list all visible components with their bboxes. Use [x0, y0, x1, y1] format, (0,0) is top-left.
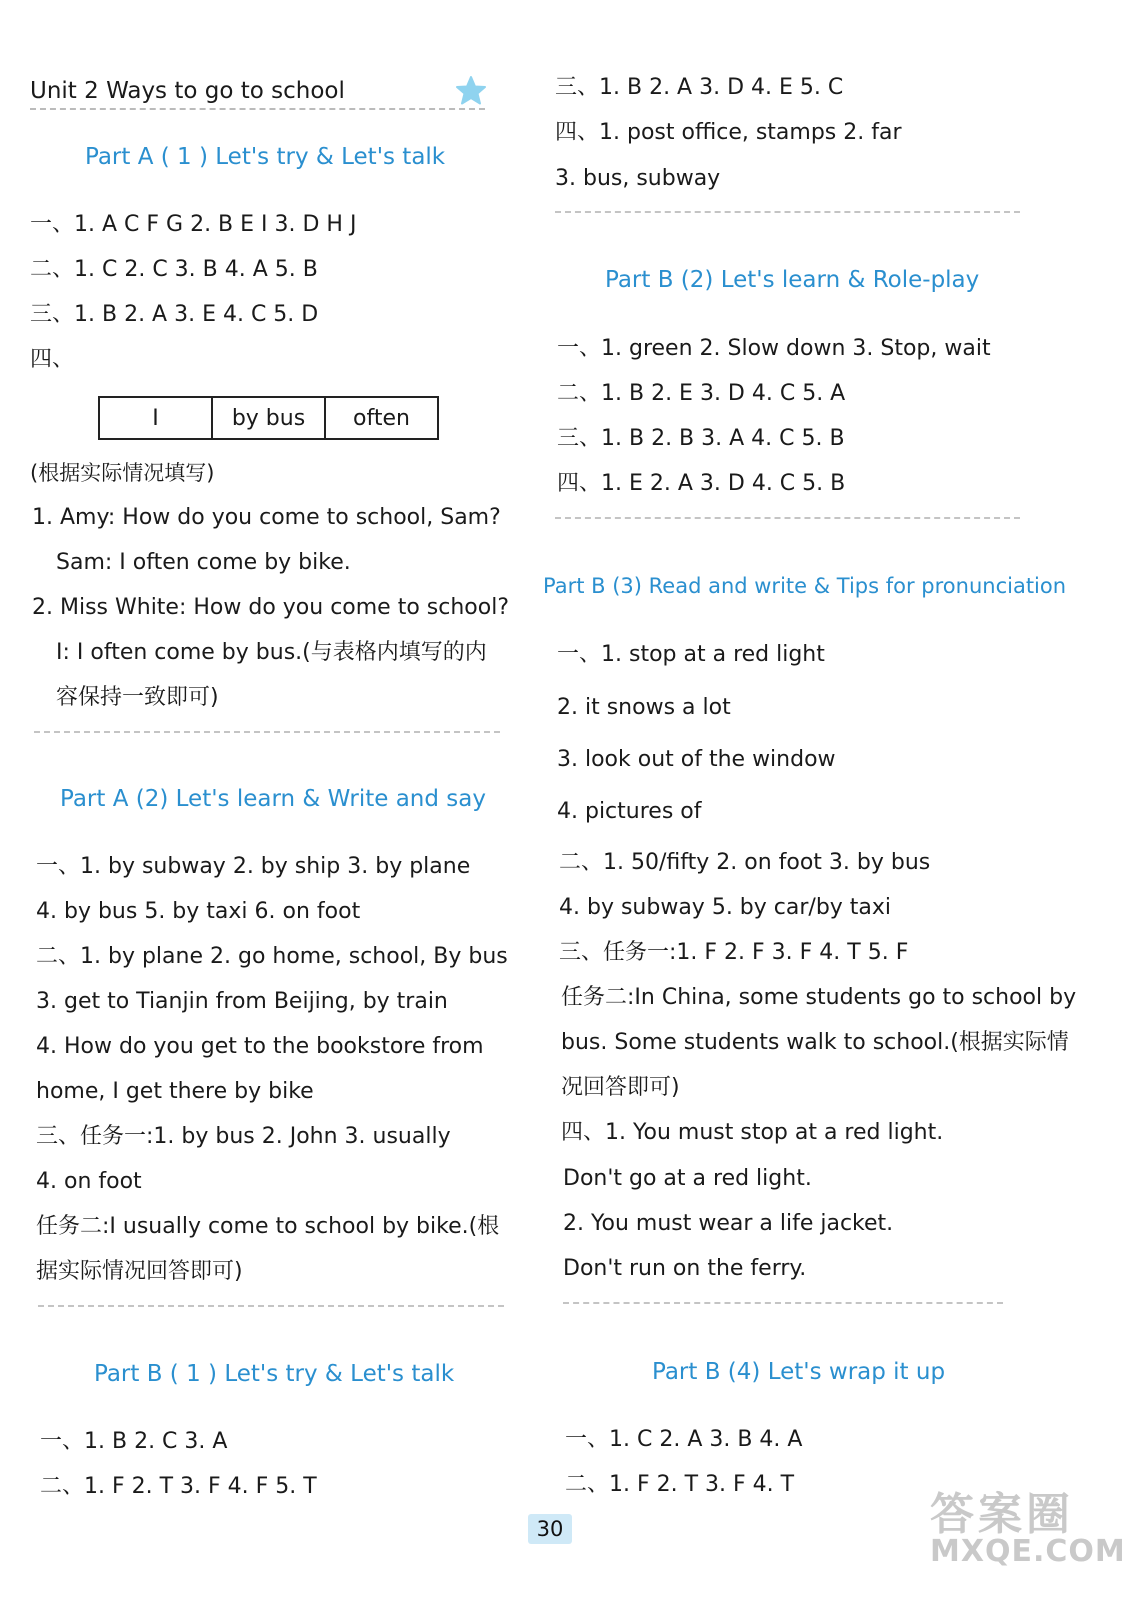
answer-line: 3. look out of the window: [557, 747, 836, 772]
section-divider: [38, 1305, 504, 1307]
answer-line: 二、1. C 2. C 3. B 4. A 5. B: [30, 257, 318, 282]
star-icon: [454, 74, 488, 108]
dialog-line: 2. Miss White: How do you come to school?: [32, 595, 509, 620]
page-number: 30: [528, 1514, 572, 1544]
section-heading-part-b3: Part B (3) Read and write & Tips for pronunciation: [543, 574, 1067, 598]
unit-title: Unit 2 Ways to go to school: [30, 78, 345, 104]
dialog-line: 容保持一致即可): [56, 685, 219, 710]
table-cell: often: [325, 397, 438, 439]
section-heading-part-b1: Part B ( 1 ) Let's try & Let's talk: [94, 1361, 455, 1387]
note-text: (根据实际情况填写): [30, 461, 215, 485]
section-heading-part-b2: Part B (2) Let's learn & Role-play: [605, 267, 980, 293]
answer-line: 三、任务一:1. by bus 2. John 3. usually: [36, 1124, 451, 1149]
answer-line: 任务二:In China, some students go to school by: [561, 985, 1077, 1010]
answer-line: 四、1. You must stop at a red light.: [561, 1120, 944, 1145]
watermark-top-text: 答案圈: [930, 1489, 1074, 1540]
answer-line: 2. it snows a lot: [557, 695, 731, 720]
answer-line: 4. on foot: [36, 1169, 142, 1194]
table-cell: I: [99, 397, 212, 439]
section-heading-part-a1: Part A ( 1 ) Let's try & Let's talk: [85, 144, 446, 170]
answer-line: 一、1. C 2. A 3. B 4. A: [565, 1427, 803, 1452]
watermark-bottom-text: MXQE.COM: [930, 1534, 1126, 1569]
answer-line: 三、1. B 2. B 3. A 4. C 5. B: [557, 426, 845, 451]
answer-line: Don't run on the ferry.: [563, 1256, 807, 1281]
answer-line: 一、1. A C F G 2. B E I 3. D H J: [30, 212, 357, 237]
unit-title-underline: [30, 108, 485, 110]
answer-line: 二、1. 50/fifty 2. on foot 3. by bus: [559, 850, 931, 875]
dialog-line: I: I often come by bus.(与表格内填写的内: [56, 640, 487, 665]
answer-line: 2. You must wear a life jacket.: [563, 1211, 894, 1236]
section-divider: [555, 211, 1020, 213]
answer-line: 四、: [30, 347, 75, 372]
answer-line: bus. Some students walk to school.(根据实际情: [561, 1030, 1069, 1055]
answer-line: 四、1. post office, stamps 2. far: [555, 120, 902, 145]
answer-line: 据实际情况回答即可): [36, 1259, 243, 1284]
answer-line: 4. pictures of: [557, 799, 702, 824]
answer-line: 一、1. by subway 2. by ship 3. by plane: [36, 854, 471, 879]
answer-line: 二、1. B 2. E 3. D 4. C 5. A: [557, 381, 846, 406]
answer-line: 3. bus, subway: [555, 166, 721, 191]
answer-line: 一、1. stop at a red light: [557, 642, 825, 667]
answer-line: 二、1. F 2. T 3. F 4. F 5. T: [40, 1474, 317, 1499]
answer-line: 三、任务一:1. F 2. F 3. F 4. T 5. F: [559, 940, 909, 965]
answer-table: [98, 396, 439, 440]
answer-line: 3. get to Tianjin from Beijing, by train: [36, 989, 448, 1014]
section-divider: [555, 517, 1020, 519]
dialog-line: 1. Amy: How do you come to school, Sam?: [32, 505, 501, 530]
answer-line: 二、1. by plane 2. go home, school, By bus: [36, 944, 508, 969]
section-heading-part-b4: Part B (4) Let's wrap it up: [652, 1359, 946, 1385]
answer-line: 一、1. B 2. C 3. A: [40, 1429, 228, 1454]
answer-line: 一、1. green 2. Slow down 3. Stop, wait: [557, 336, 991, 361]
answer-line: 四、1. E 2. A 3. D 4. C 5. B: [557, 471, 846, 496]
answer-line: 任务二:I usually come to school by bike.(根: [36, 1214, 500, 1239]
answer-line: Don't go at a red light.: [563, 1166, 812, 1191]
section-divider: [34, 731, 500, 733]
section-heading-part-a2: Part A (2) Let's learn & Write and say: [60, 786, 486, 812]
watermark-logo: [930, 1478, 1126, 1569]
answer-line: 三、1. B 2. A 3. D 4. E 5. C: [555, 75, 844, 100]
dialog-line: Sam: I often come by bike.: [56, 550, 351, 575]
answer-line: 4. by bus 5. by taxi 6. on foot: [36, 899, 361, 924]
section-divider: [563, 1302, 1003, 1304]
answer-line: 二、1. F 2. T 3. F 4. T: [565, 1472, 795, 1497]
answer-line: 4. How do you get to the bookstore from: [36, 1034, 484, 1059]
answer-line: 4. by subway 5. by car/by taxi: [559, 895, 892, 920]
answer-line: 况回答即可): [561, 1075, 680, 1100]
answer-line: home, I get there by bike: [36, 1079, 314, 1104]
answer-line: 三、1. B 2. A 3. E 4. C 5. D: [30, 302, 319, 327]
table-cell: by bus: [212, 397, 325, 439]
